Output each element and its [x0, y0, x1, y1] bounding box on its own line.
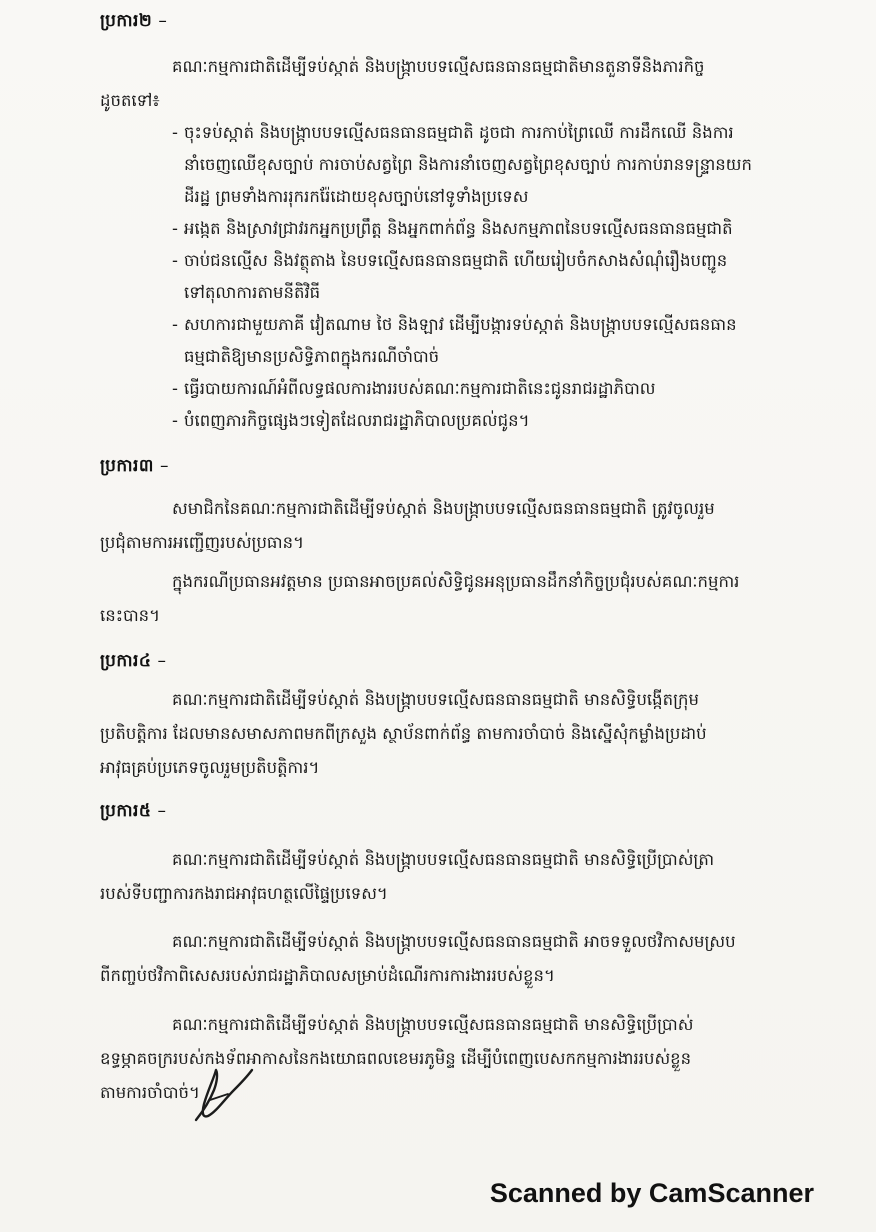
duty-item-line: - ធ្វើរបាយការណ៍អំពីលទ្ធផលការងាររបស់គណៈកម្មការជាតិនេះជូនរាជរដ្ឋាភិបាល: [184, 379, 656, 398]
article-4-heading: [100, 650, 166, 675]
paragraph-line: ឧទ្ធម្ភាគចក្ររបស់កងទ័ពអាកាសនៃកងយោធពលខេមរភូមិន្ទ ដើម្បីបំពេញបេសកកម្មការងាររបស់ខ្លួន: [100, 1049, 692, 1068]
article-2-heading-dash: –: [158, 11, 168, 31]
article-2-intro-paragraph: [100, 50, 800, 118]
duty-item-line: ធម្មជាតិឱ្យមានប្រសិទ្ធិភាពក្នុងករណីចាំបាច់: [184, 347, 440, 366]
duty-item-line: - បំពេញភារកិច្ចផ្សេងៗទៀតដែលរាជរដ្ឋាភិបាលប្រគល់ជូន។: [184, 411, 530, 430]
duty-item: [172, 373, 804, 405]
paragraph-line: របស់ទីបញ្ជាការកងរាជអាវុធហត្ថលើផ្ទៃប្រទេស។: [100, 884, 388, 903]
duty-item: [172, 213, 804, 245]
article-2-duties-list: [172, 117, 804, 437]
handwritten-signature-mark: [190, 1060, 260, 1126]
paragraph-line: ប្រជុំតាមការអញ្ជើញរបស់ប្រធាន។: [100, 533, 304, 552]
paragraph-line: គណៈកម្មការជាតិដើម្បីទប់ស្កាត់ និងបង្ក្រាបបទល្មើសធនធានធម្មជាតិមានតួនាទីនិងភារកិច្ច: [172, 57, 705, 76]
paragraph-line: ប្រតិបត្តិការ ដែលមានសមាសភាពមកពីក្រសួង ស្ថាប័នពាក់ព័ន្ធ តាមការចាំបាច់ និងស្នើសុំកម្លាំងប្រដាប់: [100, 724, 707, 743]
duty-item-line: - សហការជាមួយភាគី វៀតណាម ថៃ និងឡាវ ដើម្បីបង្ការទប់ស្កាត់ និងបង្ក្រាបបទល្មើសធនធាន: [184, 315, 737, 334]
duty-item: [172, 309, 804, 373]
paragraph-line: ពីកញ្ចប់ថវិកាពិសេសរបស់រាជរដ្ឋាភិបាលសម្រាប់ដំណើរការការងាររបស់ខ្លួន។: [100, 966, 555, 985]
article-2-heading-label: ប្រការ២: [100, 11, 153, 31]
paragraph-line: សមាជិកនៃគណៈកម្មការជាតិដើម្បីទប់ស្កាត់ និងបង្ក្រាបបទល្មើសធនធានធម្មជាតិ ត្រូវចូលរួម: [172, 499, 715, 518]
article-5-paragraph-2: [100, 925, 800, 993]
duty-item-line: ដីរដ្ឋ ព្រមទាំងការរុករករ៉ែដោយខុសច្បាប់នៅទូទាំងប្រទេស: [184, 187, 529, 206]
paragraph-line: នេះបាន។: [100, 606, 161, 625]
duty-item-line: ទៅតុលាការតាមនីតិវិធី: [184, 283, 321, 302]
paragraph-line: តាមការចាំបាច់។: [100, 1083, 200, 1102]
article-5-heading: [100, 800, 166, 825]
article-2-heading: [100, 10, 167, 35]
paragraph-line: ដូចតទៅ៖: [100, 91, 160, 110]
article-5-heading-dash: –: [157, 801, 167, 821]
article-3-paragraph-1: [100, 492, 800, 560]
paragraph-line: គណៈកម្មការជាតិដើម្បីទប់ស្កាត់ និងបង្ក្រាបបទល្មើសធនធានធម្មជាតិ មានសិទ្ធិបង្កើតក្រុម: [172, 690, 699, 709]
paragraph-line: គណៈកម្មការជាតិដើម្បីទប់ស្កាត់ និងបង្ក្រាបបទល្មើសធនធានធម្មជាតិ អាចទទួលថវិកាសមស្រប: [172, 932, 736, 951]
article-4-paragraph: [100, 683, 800, 785]
article-3-heading-label: ប្រការ៣: [100, 456, 154, 476]
duty-item-line: - ចាប់ជនល្មើស និងវត្ថុតាង នៃបទល្មើសធនធានធម្មជាតិ ហើយរៀបចំកសាងសំណុំរឿងបញ្ជូន: [184, 251, 728, 270]
paragraph-line: គណៈកម្មការជាតិដើម្បីទប់ស្កាត់ និងបង្ក្រាបបទល្មើសធនធានធម្មជាតិ មានសិទ្ធិប្រើប្រាស់ត្រា: [172, 850, 715, 869]
article-3-heading-dash: –: [159, 456, 169, 476]
camscanner-watermark: Scanned by CamScanner: [489, 1178, 814, 1208]
duty-item-line: - អង្កេត និងស្រាវជ្រាវរកអ្នកប្រព្រឹត្ត និងអ្នកពាក់ព័ន្ធ និងសកម្មភាពនៃបទល្មើសធនធានធម្មជាតិ: [184, 219, 733, 238]
duty-item-line: - ចុះទប់ស្កាត់ និងបង្ក្រាបបទល្មើសធនធានធម្មជាតិ ដូចជា ការកាប់ព្រៃឈើ ការដឹកឈើ និងការ: [184, 123, 734, 142]
duty-item: [172, 245, 804, 309]
duty-item-line: នាំចេញឈើខុសច្បាប់ ការចាប់សត្វព្រៃ និងការនាំចេញសត្វព្រៃខុសច្បាប់ ការកាប់រានទន្ទ្រានយក: [184, 155, 752, 174]
duty-item: [172, 117, 804, 213]
paragraph-line: គណៈកម្មការជាតិដើម្បីទប់ស្កាត់ និងបង្ក្រាបបទល្មើសធនធានធម្មជាតិ មានសិទ្ធិប្រើប្រាស់: [172, 1015, 694, 1034]
article-5-paragraph-1: [100, 843, 800, 911]
article-4-heading-label: ប្រការ៤: [100, 651, 152, 671]
duty-item: [172, 405, 804, 437]
article-3-paragraph-2: [100, 565, 800, 633]
paragraph-line: ក្នុងករណីប្រធានអវត្តមាន ប្រធានអាចប្រគល់សិទ្ធិជូនអនុប្រធានដឹកនាំកិច្ចប្រជុំរបស់គណៈកម្មការ: [172, 572, 740, 591]
article-3-heading: [100, 455, 169, 480]
paragraph-line: អាវុធគ្រប់ប្រភេទចូលរួមប្រតិបត្តិការ។: [100, 758, 320, 777]
article-5-heading-label: ប្រការ៥: [100, 801, 152, 821]
article-4-heading-dash: –: [157, 651, 167, 671]
